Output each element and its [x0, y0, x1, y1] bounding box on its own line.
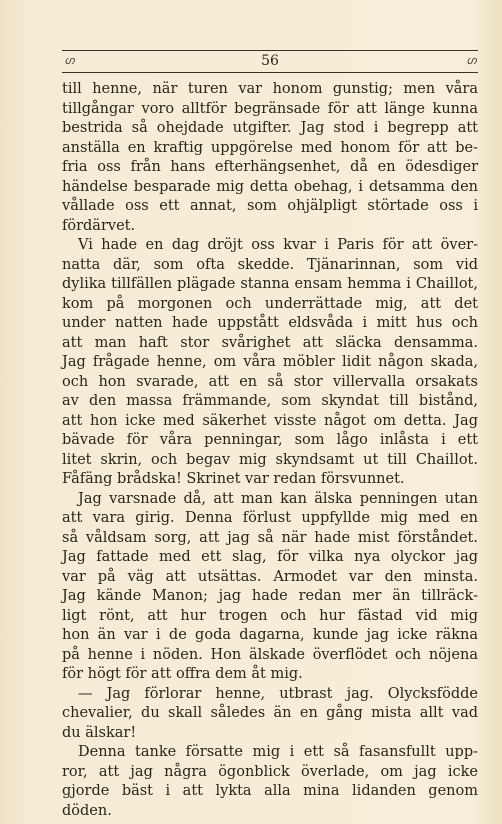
text-line: döden. — [62, 802, 112, 819]
paragraph — [62, 743, 478, 821]
text-line: litet skrin, och begav mig skyndsamt ut till Chaillot. — [62, 451, 478, 468]
text-line: natta där, som ofta skedde. Tjänarinnan, som vid — [62, 256, 478, 273]
text-line: under natten hade uppstått eldsvåda i mitt hus och — [62, 315, 478, 331]
page-header — [62, 46, 478, 76]
text-line: var på väg att utsättas. Armodet var den minsta. — [62, 568, 478, 585]
text-line: dylika tillfällen plägade stanna ensam hemma i Chaillot, — [62, 276, 478, 292]
paragraph — [62, 80, 478, 236]
text-line: händelse besparade mig detta obehag, i detsamma den — [62, 178, 478, 195]
header-rule-top — [62, 50, 478, 51]
text-line: att hon icke med säkerhet visste något om detta. Jag — [62, 412, 478, 429]
text-line: Vi hade en dag dröjt oss kvar i Paris för att över- — [78, 237, 478, 253]
text-line: Denna tanke försatte mig i ett så fasansfullt upp- — [78, 744, 478, 760]
text-line: chevalier, du skall således än en gång mista allt vad — [62, 705, 478, 721]
paragraph — [62, 490, 478, 685]
text-line: gjorde bäst i att lykta alla mina lidanden genom — [62, 783, 478, 799]
text-line: ror, att jag några ögonblick överlade, om jag icke — [62, 763, 478, 780]
header-ornament-left: ഗ — [64, 54, 75, 67]
text-line: tillgångar voro alltför begränsade för att länge kunna — [62, 100, 478, 117]
text-line: av den massa främmande, som skyndat till bistånd, — [62, 393, 478, 409]
text-line: du älskar! — [62, 724, 137, 741]
text-line: Jag varsnade då, att man kan älska penningen utan — [78, 490, 478, 507]
page-number: 56 — [261, 53, 279, 69]
text-line: bävade för våra penningar, som lågo inlåsta i ett — [62, 432, 478, 448]
text-line: och hon svarade, att en så stor villervalla orsakats — [62, 373, 478, 390]
text-line: Fåfäng brådska! Skrinet var redan försvunnet. — [62, 471, 405, 487]
body-text — [62, 80, 478, 821]
text-line: så våldsam sorg, att jag så när hade mist förståndet. — [62, 529, 478, 546]
text-line: fördärvet. — [62, 217, 136, 234]
text-line: Jag kände Manon; jag hade redan mer än tillräck- — [62, 588, 478, 604]
text-line: — Jag förlorar henne, utbrast jag. Olycksfödde — [78, 685, 478, 702]
text-line: kom på morgonen och underrättade mig, att det — [62, 295, 478, 312]
text-line: att vara girig. Denna förlust uppfyllde mig med en — [62, 510, 478, 526]
paragraph — [62, 236, 478, 490]
text-line: anställa en kraftig uppgörelse med honom för att be- — [62, 139, 478, 156]
text-line: hon än var i de goda dagarna, kunde jag icke räkna — [62, 627, 478, 643]
text-line: bestrida så ohejdade utgifter. Jag stod i begrepp att — [62, 120, 478, 136]
text-line: Jag frågade henne, om våra möbler lidit någon skada, — [62, 354, 478, 370]
text-line: att man haft stor svårighet att släcka densamma. — [62, 334, 478, 351]
header-ornament-right: ഗ — [465, 54, 476, 67]
text-line: för högt för att offra dem åt mig. — [62, 666, 303, 682]
text-line: till henne, när turen var honom gunstig; men våra — [62, 81, 478, 97]
paragraph — [62, 685, 478, 744]
text-line: Jag fattade med ett slag, för vilka nya olyckor jag — [62, 549, 478, 565]
header-rule-bottom — [62, 72, 478, 73]
text-line: fria oss från hans efterhängsenhet, då en ödesdiger — [62, 159, 478, 175]
text-line: ligt rönt, att hur trogen och hur fästad vid mig — [62, 607, 478, 624]
text-line: vållade oss ett annat, som ohjälpligt störtade oss i — [62, 198, 478, 214]
text-line: på henne i nöden. Hon älskade överflödet och nöjena — [62, 646, 478, 663]
